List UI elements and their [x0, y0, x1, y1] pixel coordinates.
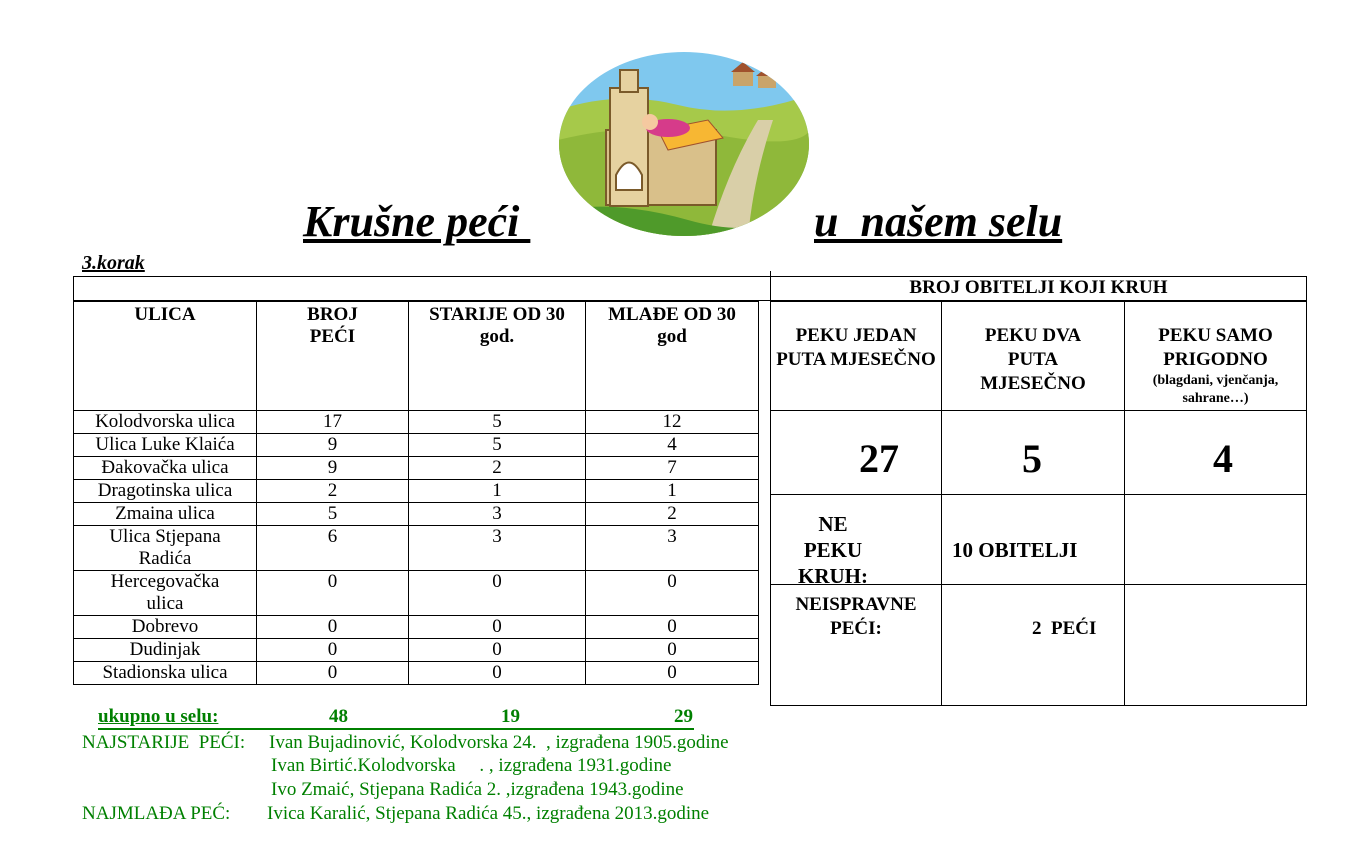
cell-younger: 1: [586, 480, 759, 503]
cell-street: Dobrevo: [74, 616, 257, 639]
cell-younger: 0: [586, 639, 759, 662]
table-header-row: [74, 302, 759, 411]
cell-ovens: 6: [257, 526, 409, 571]
cell-older: 0: [409, 571, 586, 616]
family-box-twice-header: [941, 301, 1125, 411]
no-bake-label: NE PEKU KRUH:: [798, 512, 868, 588]
header-street: ULICA: [74, 302, 257, 411]
table-row: [74, 639, 759, 662]
ovens-table: [73, 301, 759, 685]
totals-ovens: 48: [329, 706, 348, 727]
value-once: 27: [859, 436, 899, 481]
cell-older: 1: [409, 480, 586, 503]
oldest-item-3: Ivo Zmaić, Stjepana Radića 2. ,izgrađena 1943.godine: [271, 779, 684, 800]
cell-younger: 0: [586, 662, 759, 685]
cell-street: Dudinjak: [74, 639, 257, 662]
table-row: [74, 480, 759, 503]
table-row: [74, 434, 759, 457]
cell-street: Stadionska ulica: [74, 662, 257, 685]
cell-street: Ulica Stjepana Radića: [74, 526, 257, 571]
family-box-once-header: [770, 301, 942, 411]
cell-older: 5: [409, 411, 586, 434]
cell-street: Kolodvorska ulica: [74, 411, 257, 434]
family-box-occasional-header: [1124, 301, 1307, 411]
cell-younger: 2: [586, 503, 759, 526]
table-row: [74, 526, 759, 571]
cell-street: Dragotinska ulica: [74, 480, 257, 503]
no-bake-value: 10 OBITELJI: [952, 538, 1078, 562]
step-label: 3.korak: [82, 252, 145, 274]
families-header: BROJ OBITELJI KOJI KRUH: [909, 277, 1168, 298]
cell-older: 5: [409, 434, 586, 457]
cell-older: 0: [409, 662, 586, 685]
totals-line: [98, 706, 694, 730]
oven-illustration: [558, 50, 810, 238]
cell-ovens: 0: [257, 616, 409, 639]
cell-older: 3: [409, 526, 586, 571]
cell-older: 0: [409, 616, 586, 639]
cell-ovens: 0: [257, 639, 409, 662]
table-row: [74, 662, 759, 685]
table-row: [74, 503, 759, 526]
header-younger: MLAĐE OD 30 god: [586, 302, 759, 411]
table-row: [74, 616, 759, 639]
cell-street: Đakovačka ulica: [74, 457, 257, 480]
totals-older: 19: [501, 706, 520, 727]
value-twice: 5: [1022, 436, 1042, 481]
cell-older: 3: [409, 503, 586, 526]
table-row: [74, 571, 759, 616]
oldest-item-1: Ivan Bujadinović, Kolodvorska 24. , izgrađena 1905.godine: [269, 732, 729, 753]
table-row: [74, 411, 759, 434]
cell-ovens: 0: [257, 571, 409, 616]
cell-ovens: 9: [257, 434, 409, 457]
totals-label: ukupno u selu:: [98, 706, 219, 727]
title-right: u našem selu: [814, 197, 1063, 246]
family-value-occasional: [1124, 410, 1307, 495]
header-older: STARIJE OD 30 god.: [409, 302, 586, 411]
cell-younger: 0: [586, 616, 759, 639]
label-occasional: PEKU SAMO PRIGODNO: [1158, 325, 1273, 370]
cell-street: Ulica Luke Klaića: [74, 434, 257, 457]
oldest-label: NAJSTARIJE PEĆI:: [82, 732, 246, 753]
cell-street: Zmaina ulica: [74, 503, 257, 526]
cell-ovens: 5: [257, 503, 409, 526]
cell-younger: 7: [586, 457, 759, 480]
broken-value: 2 PEĆI: [1032, 618, 1097, 639]
cell-younger: 4: [586, 434, 759, 457]
cell-younger: 12: [586, 411, 759, 434]
cell-ovens: 9: [257, 457, 409, 480]
broken-label: NEISPRAVNE PEĆI:: [795, 594, 917, 639]
cell-younger: 3: [586, 526, 759, 571]
cell-younger: 0: [586, 571, 759, 616]
totals-younger: 29: [674, 706, 693, 727]
value-occasional: 4: [1213, 436, 1233, 481]
cell-ovens: 2: [257, 480, 409, 503]
cell-ovens: 17: [257, 411, 409, 434]
family-value-twice: [941, 410, 1125, 495]
family-value-once: [770, 410, 942, 495]
label-once: PEKU JEDAN PUTA MJESEČNO: [776, 325, 936, 370]
youngest-label: NAJMLAĐA PEĆ:: [82, 803, 231, 824]
youngest-item: Ivica Karalić, Stjepana Radića 45., izgrađena 2013.godine: [267, 803, 710, 824]
label-twice: PEKU DVA PUTA MJESEČNO: [980, 325, 1086, 394]
cell-older: 2: [409, 457, 586, 480]
label-occasional-note: (blagdani, vjenčanja, sahrane…): [1152, 373, 1279, 406]
cell-street: Hercegovačka ulica: [74, 571, 257, 616]
table-row: [74, 457, 759, 480]
cell-older: 0: [409, 639, 586, 662]
oldest-item-2: Ivan Birtić.Kolodvorska . , izgrađena 1931.godine: [271, 755, 672, 776]
title-left: Krušne peći: [303, 197, 531, 246]
header-ovens: BROJ PEĆI: [257, 302, 409, 411]
cell-ovens: 0: [257, 662, 409, 685]
